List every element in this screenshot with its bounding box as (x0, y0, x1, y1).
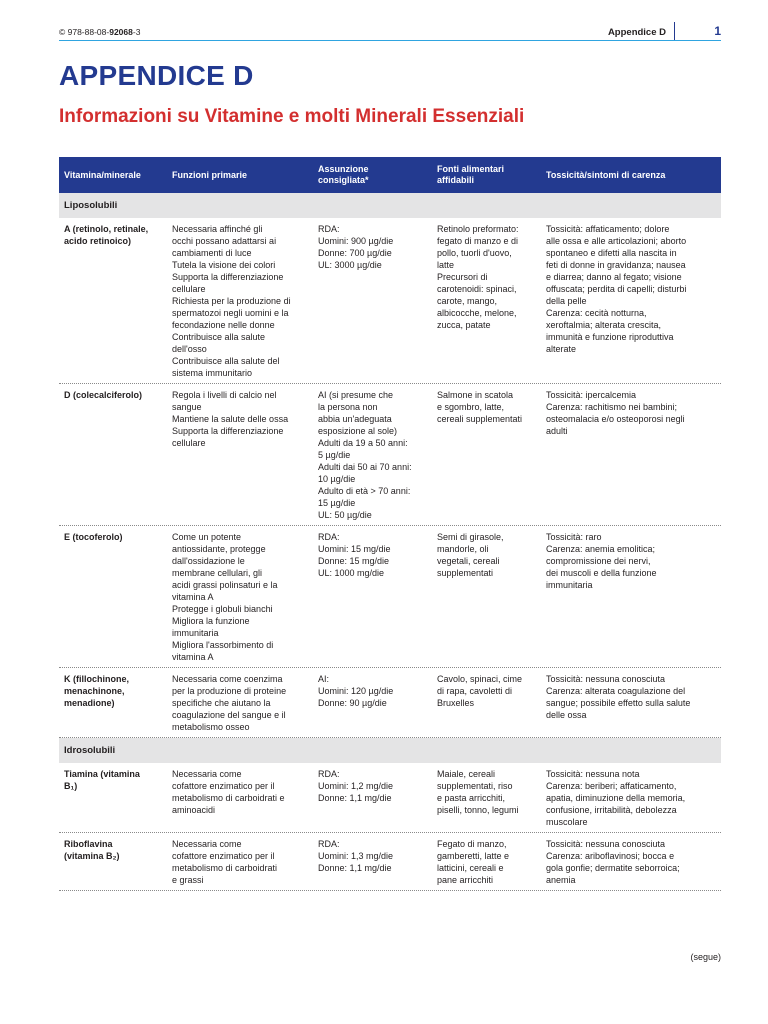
cell-line: esposizione al sole) (318, 426, 398, 436)
column-header-line: Fonti alimentari (437, 164, 505, 174)
cell-line: la persona non (318, 402, 378, 412)
cell-line: Retinolo preformato: (437, 224, 519, 234)
cell-line: Uomini: 120 µg/die (318, 686, 394, 696)
cell-sources (432, 389, 541, 521)
cell-line: menachinone, (64, 686, 125, 696)
cell-line: RDA: (318, 224, 340, 234)
cell-line: adulti (546, 426, 568, 436)
cell-intake (313, 838, 432, 886)
cell-line: Carenza: anemia emolitica; (546, 544, 656, 554)
cell-line: 10 µg/die (318, 474, 356, 484)
cell-line: apatia, diminuzione della memoria, (546, 793, 686, 803)
cell-name (59, 223, 167, 379)
cell-line: cereali supplementati (437, 414, 523, 424)
cell-line: piselli, tonno, legumi (437, 805, 519, 815)
cell-line: acido retinoico) (64, 236, 132, 246)
cell-line: Carenza: ariboflavinosi; bocca e (546, 851, 675, 861)
cell-line: Adulti dai 50 ai 70 anni: (318, 462, 412, 472)
cell-line: compromissione dei nervi, (546, 556, 651, 566)
cell-line: muscolare (546, 817, 588, 827)
cell-line: mandorle, oli (437, 544, 489, 554)
cell-line: Tutela la visione dei colori (172, 260, 276, 270)
cell-line: Migliora la funzione (172, 616, 250, 626)
cell-line: per la produzione di proteine (172, 686, 287, 696)
cell-name (59, 838, 167, 886)
cell-line: supplementati (437, 568, 494, 578)
cell-sources (432, 531, 541, 663)
cell-line: Mantiene la salute delle ossa (172, 414, 289, 424)
cell-line: Donne: 15 mg/die (318, 556, 390, 566)
cell-functions (167, 223, 313, 379)
cell-line: Cavolo, spinaci, cime (437, 674, 523, 684)
table-header (59, 157, 721, 193)
cell-line: Contribuisce alla salute del (172, 356, 280, 366)
header-rule (59, 40, 721, 41)
cell-line: gola gonfie; dermatite seborroica; (546, 863, 680, 873)
cell-line: coagulazione del sangue e il (172, 710, 286, 720)
cell-functions (167, 768, 313, 828)
cell-sources (432, 768, 541, 828)
cell-line: antiossidante, protegge (172, 544, 266, 554)
cell-line: sangue; possibile effetto sulla salute (546, 698, 691, 708)
cell-line: vitamina A (172, 652, 214, 662)
cell-line: vitamina A (172, 592, 214, 602)
cell-line: cofattore enzimatico per il (172, 851, 275, 861)
vitamin-table (59, 157, 721, 891)
cell-functions (167, 838, 313, 886)
cell-line: Uomini: 15 mg/die (318, 544, 391, 554)
column-header (59, 170, 167, 181)
cell-line: latticini, cereali e (437, 863, 504, 873)
column-header (541, 170, 721, 181)
cell-line: fegato di manzo e di (437, 236, 519, 246)
cell-line: Bruxelles (437, 698, 475, 708)
cell-name (59, 531, 167, 663)
cell-line: acidi grassi polinsaturi e la (172, 580, 278, 590)
cell-line: metabolismo osseo (172, 722, 250, 732)
cell-line: Tossicità: nessuna conosciuta (546, 839, 666, 849)
cell-line: Richiesta per la produzione di (172, 296, 291, 306)
cell-line: immunitaria (546, 580, 593, 590)
cell-line: Tossicità: affaticamento; dolore (546, 224, 670, 234)
cell-line: K (fillochinone, (64, 674, 129, 684)
cell-intake (313, 673, 432, 733)
table-row (59, 668, 721, 738)
cell-toxicity (541, 673, 721, 733)
column-header (432, 164, 541, 186)
column-header (167, 170, 313, 181)
cell-line: dell'osso (172, 344, 207, 354)
cell-sources (432, 223, 541, 379)
page-title: APPENDICE D (59, 60, 254, 91)
cell-line: 15 µg/die (318, 498, 356, 508)
cell-line: Carenza: alterata coagulazione del (546, 686, 686, 696)
cell-line: pollo, tuorli d'uovo, (437, 248, 512, 258)
continued-note: (segue) (690, 952, 721, 962)
cell-line: Supporta la differenziazione (172, 426, 284, 436)
cell-line: Migliora l'assorbimento di (172, 640, 274, 650)
cell-line: metabolismo di carboidrati (172, 863, 278, 873)
cell-line: Necessaria affinché gli (172, 224, 263, 234)
cell-line: RDA: (318, 769, 340, 779)
cell-line: Tiamina (vitamina (64, 769, 140, 779)
isbn-code: © 978-88-08-92068-3 (59, 27, 141, 37)
cell-line: Regola i livelli di calcio nel (172, 390, 277, 400)
cell-line: alterate (546, 344, 577, 354)
cell-toxicity (541, 223, 721, 379)
column-header-line: consigliata* (318, 175, 369, 185)
cell-intake (313, 531, 432, 663)
cell-line: zucca, patate (437, 320, 491, 330)
cell-line: Tossicità: ipercalcemia (546, 390, 637, 400)
header-divider (674, 22, 675, 40)
cell-intake (313, 768, 432, 828)
cell-functions (167, 531, 313, 663)
cell-line: e grassi (172, 875, 204, 885)
table-row (59, 763, 721, 833)
cell-line: aminoacidi (172, 805, 216, 815)
cell-line: Come un potente (172, 532, 242, 542)
cell-toxicity (541, 531, 721, 663)
cell-line: Carenza: beriberi; affaticamento, (546, 781, 677, 791)
cell-line: Maiale, cereali (437, 769, 496, 779)
cell-line: Semi di girasole, (437, 532, 504, 542)
running-header-appendix: Appendice D (607, 27, 666, 38)
cell-toxicity (541, 768, 721, 828)
section-header: Liposolubili (59, 193, 721, 218)
column-header-line: Funzioni primarie (172, 169, 248, 180)
cell-line: UL: 3000 µg/die (318, 260, 382, 270)
cell-line: A (retinolo, retinale, (64, 224, 149, 234)
column-header (313, 164, 432, 186)
cell-line: RDA: (318, 839, 340, 849)
cell-line: cellulare (172, 438, 206, 448)
cell-line: metabolismo di carboidrati e (172, 793, 285, 803)
section-header: Idrosolubili (59, 738, 721, 763)
cell-line: spermatozoi negli uomini e la (172, 308, 289, 318)
page-subtitle: Informazioni su Vitamine e molti Minerali Essenziali (59, 106, 525, 127)
cell-functions (167, 389, 313, 521)
cell-line: abbia un'adeguata (318, 414, 392, 424)
cell-line: carote, mango, (437, 296, 498, 306)
cell-line: e diarrea; danno al fegato; visione (546, 272, 682, 282)
cell-line: dall'ossidazione le (172, 556, 245, 566)
cell-intake (313, 389, 432, 521)
cell-line: osteomalacia e/o osteoporosi negli (546, 414, 685, 424)
cell-line: Riboflavina (64, 839, 113, 849)
cell-line: AI (si presume che (318, 390, 394, 400)
cell-line: Donne: 700 µg/die (318, 248, 392, 258)
cell-line: Fegato di manzo, (437, 839, 507, 849)
cell-line: membrane cellulari, gli (172, 568, 263, 578)
cell-intake (313, 223, 432, 379)
cell-toxicity (541, 389, 721, 521)
column-header-line: affidabili (437, 175, 475, 185)
cell-line: Carenza: cecità notturna, (546, 308, 647, 318)
cell-toxicity (541, 838, 721, 886)
cell-line: B₁) (64, 781, 78, 791)
cell-line: sistema immunitario (172, 368, 253, 378)
cell-line: E (tocoferolo) (64, 532, 123, 542)
cell-line: Carenza: rachitismo nei bambini; (546, 402, 678, 412)
table-row (59, 218, 721, 384)
cell-line: UL: 50 µg/die (318, 510, 372, 520)
cell-line: 5 µg/die (318, 450, 351, 460)
cell-line: Donne: 90 µg/die (318, 698, 387, 708)
cell-line: Precursori di (437, 272, 488, 282)
cell-line: spontaneo e difetti alla nascita in (546, 248, 677, 258)
cell-line: cofattore enzimatico per il (172, 781, 275, 791)
running-header (59, 24, 721, 41)
cell-line: cellulare (172, 284, 206, 294)
cell-line: Uomini: 1,2 mg/die (318, 781, 394, 791)
cell-line: occhi possano adattarsi ai (172, 236, 277, 246)
cell-line: di rapa, cavoletti di (437, 686, 513, 696)
cell-line: specifiche che aiutano la (172, 698, 271, 708)
cell-line: UL: 1000 mg/die (318, 568, 385, 578)
table-row (59, 384, 721, 526)
cell-line: dei muscoli e della funzione (546, 568, 657, 578)
cell-line: Donne: 1,1 mg/die (318, 793, 392, 803)
cell-line: D (colecalciferolo) (64, 390, 143, 400)
cell-line: fecondazione nelle donne (172, 320, 275, 330)
cell-line: Tossicità: nessuna conosciuta (546, 674, 666, 684)
cell-line: (vitamina B₂) (64, 851, 120, 861)
cell-line: Contribuisce alla salute (172, 332, 266, 342)
cell-sources (432, 838, 541, 886)
cell-line: Protegge i globuli bianchi (172, 604, 273, 614)
cell-line: immunitaria (172, 628, 219, 638)
cell-line: e pasta arricchiti, (437, 793, 506, 803)
cell-name (59, 673, 167, 733)
cell-line: supplementati, riso (437, 781, 513, 791)
cell-line: alle ossa e alle articolazioni; aborto (546, 236, 687, 246)
column-header-line: Vitamina/minerale (64, 169, 141, 180)
table-row (59, 526, 721, 668)
cell-line: Salmone in scatola (437, 390, 514, 400)
cell-line: delle ossa (546, 710, 587, 720)
cell-line: RDA: (318, 532, 340, 542)
cell-line: confusione, irritabilità, debolezza (546, 805, 677, 815)
column-header-line: Assunzione (318, 164, 369, 174)
cell-line: immunità e funzione riproduttiva (546, 332, 674, 342)
cell-line: Supporta la differenziazione (172, 272, 284, 282)
cell-line: Donne: 1,1 mg/die (318, 863, 392, 873)
cell-line: latte (437, 260, 455, 270)
cell-line: feti di donne in gravidanza; nausea (546, 260, 686, 270)
cell-name (59, 389, 167, 521)
cell-line: della pelle (546, 296, 587, 306)
cell-line: Necessaria come coenzima (172, 674, 283, 684)
cell-line: gamberetti, latte e (437, 851, 510, 861)
cell-line: e sgombro, latte, (437, 402, 505, 412)
cell-line: cambiamenti di luce (172, 248, 252, 258)
cell-line: pane arricchiti (437, 875, 494, 885)
table-row (59, 833, 721, 891)
cell-line: vegetali, cereali (437, 556, 500, 566)
cell-line: Necessaria come (172, 769, 242, 779)
cell-line: Uomini: 1,3 mg/die (318, 851, 394, 861)
cell-line: offuscata; perdita di capelli; disturbi (546, 284, 687, 294)
cell-line: Tossicità: nessuna nota (546, 769, 640, 779)
cell-line: AI: (318, 674, 330, 684)
cell-sources (432, 673, 541, 733)
cell-line: carotenoidi: spinaci, (437, 284, 517, 294)
cell-line: Necessaria come (172, 839, 242, 849)
cell-functions (167, 673, 313, 733)
cell-line: menadione) (64, 698, 115, 708)
cell-line: Adulti da 19 a 50 anni: (318, 438, 408, 448)
table-body (59, 193, 721, 891)
cell-line: xeroftalmia; alterata crescita, (546, 320, 662, 330)
cell-line: Adulto di età > 70 anni: (318, 486, 411, 496)
cell-line: anemia (546, 875, 576, 885)
cell-line: sangue (172, 402, 202, 412)
cell-line: albicocche, melone, (437, 308, 517, 318)
cell-line: Tossicità: raro (546, 532, 602, 542)
cell-line: Uomini: 900 µg/die (318, 236, 394, 246)
page-number: 1 (714, 24, 721, 38)
cell-name (59, 768, 167, 828)
column-header-line: Tossicità/sintomi di carenza (546, 169, 666, 180)
